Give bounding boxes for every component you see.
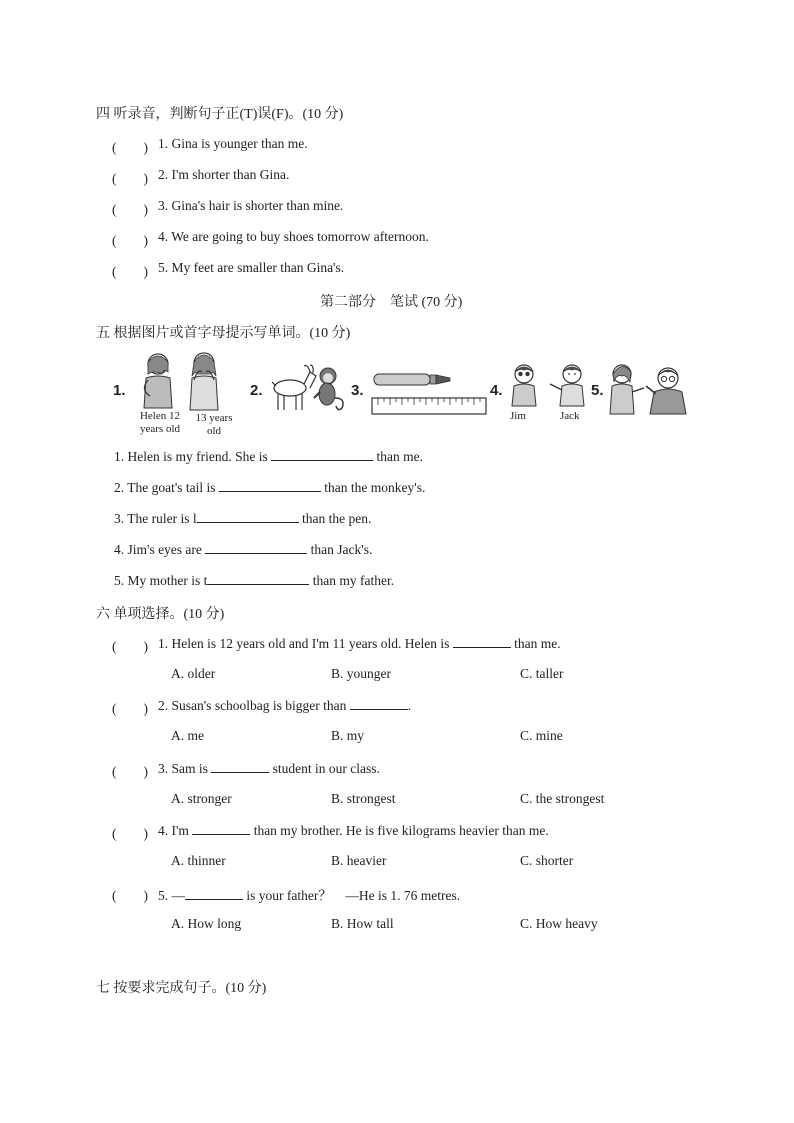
fill-sentence-4: 4. Jim's eyes are than Jack's. — [114, 542, 373, 557]
jim-and-jack-picture — [506, 362, 592, 410]
pen-and-ruler-picture — [370, 370, 488, 418]
section-5-title: 五 根据图片或首字母提示写单词。(10 分) — [96, 326, 351, 341]
answer-blank[interactable] — [192, 822, 250, 835]
option-c[interactable]: C. shorter — [520, 853, 574, 868]
answer-paren[interactable]: ( ) — [112, 764, 148, 779]
section-4-title: 四 听录音，判断句子正(T)误(F)。(10 分) — [96, 107, 344, 122]
option-a[interactable]: A. stronger — [171, 791, 232, 806]
statement-2: 2. I'm shorter than Gina. — [158, 167, 290, 182]
picture-number-5: 5. — [591, 382, 604, 399]
jim-caption: Jim — [510, 410, 526, 422]
mother-and-father-picture — [606, 362, 692, 416]
answer-blank[interactable] — [197, 510, 299, 523]
answer-blank[interactable] — [271, 448, 373, 461]
option-c[interactable]: C. taller — [520, 666, 564, 681]
answer-paren[interactable]: ( ) — [112, 639, 148, 654]
answer-blank[interactable] — [350, 697, 408, 710]
question-4: 4. I'm than my brother. He is five kilograms heavier than me. — [158, 823, 549, 838]
option-a[interactable]: A. thinner — [171, 853, 226, 868]
answer-blank[interactable] — [185, 887, 243, 900]
option-b[interactable]: B. my — [331, 728, 365, 743]
answer-paren[interactable]: ( ) — [112, 826, 148, 841]
picture-number-4: 4. — [490, 382, 503, 399]
option-c[interactable]: C. the strongest — [520, 791, 605, 806]
two-girls-picture — [136, 350, 228, 412]
section-6-title: 六 单项选择。(10 分) — [96, 607, 225, 622]
answer-paren[interactable]: ( ) — [112, 140, 148, 155]
option-a[interactable]: A. me — [171, 728, 204, 743]
option-b[interactable]: B. heavier — [331, 853, 387, 868]
picture-number-2: 2. — [250, 382, 263, 399]
statement-1: 1. Gina is younger than me. — [158, 136, 308, 151]
question-3: 3. Sam is student in our class. — [158, 761, 380, 776]
statement-5: 5. My feet are smaller than Gina's. — [158, 260, 345, 275]
option-c[interactable]: C. How heavy — [520, 916, 598, 931]
answer-blank[interactable] — [211, 760, 269, 773]
option-a[interactable]: A. How long — [171, 916, 242, 931]
statement-3: 3. Gina's hair is shorter than mine. — [158, 198, 344, 213]
section-7-title: 七 按要求完成句子。(10 分) — [96, 981, 267, 996]
answer-paren[interactable]: ( ) — [112, 264, 148, 279]
answer-paren[interactable]: ( ) — [112, 888, 148, 903]
statement-4: 4. We are going to buy shoes tomorrow afternoon. — [158, 229, 429, 244]
option-c[interactable]: C. mine — [520, 728, 563, 743]
answer-paren[interactable]: ( ) — [112, 701, 148, 716]
fill-sentence-2: 2. The goat's tail is than the monkey's. — [114, 480, 426, 495]
jack-caption: Jack — [560, 410, 580, 422]
answer-paren[interactable]: ( ) — [112, 202, 148, 217]
fill-sentence-3: 3. The ruler is l than the pen. — [114, 511, 372, 526]
part-2-title: 第二部分 笔试 (70 分) — [320, 295, 463, 310]
fill-sentence-5: 5. My mother is t than my father. — [114, 573, 395, 588]
girl-13-caption: 13 years old — [195, 412, 233, 437]
option-b[interactable]: B. strongest — [331, 791, 396, 806]
picture-number-1: 1. — [113, 382, 126, 399]
answer-blank[interactable] — [219, 479, 321, 492]
option-b[interactable]: B. younger — [331, 666, 391, 681]
question-2: 2. Susan's schoolbag is bigger than . — [158, 698, 412, 713]
question-5: 5. — is your father？ —He is 1. 76 metres. — [158, 888, 461, 903]
option-a[interactable]: A. older — [171, 666, 216, 681]
picture-number-3: 3. — [351, 382, 364, 399]
answer-blank[interactable] — [207, 572, 309, 585]
fill-sentence-1: 1. Helen is my friend. She is than me. — [114, 449, 423, 464]
answer-paren[interactable]: ( ) — [112, 233, 148, 248]
answer-paren[interactable]: ( ) — [112, 171, 148, 186]
answer-blank[interactable] — [453, 635, 511, 648]
option-b[interactable]: B. How tall — [331, 916, 394, 931]
helen-caption: Helen 12 years old — [139, 410, 180, 435]
answer-blank[interactable] — [205, 541, 307, 554]
question-1: 1. Helen is 12 years old and I'm 11 years old. Helen is than me. — [158, 636, 561, 651]
goat-and-monkey-picture — [266, 362, 346, 412]
